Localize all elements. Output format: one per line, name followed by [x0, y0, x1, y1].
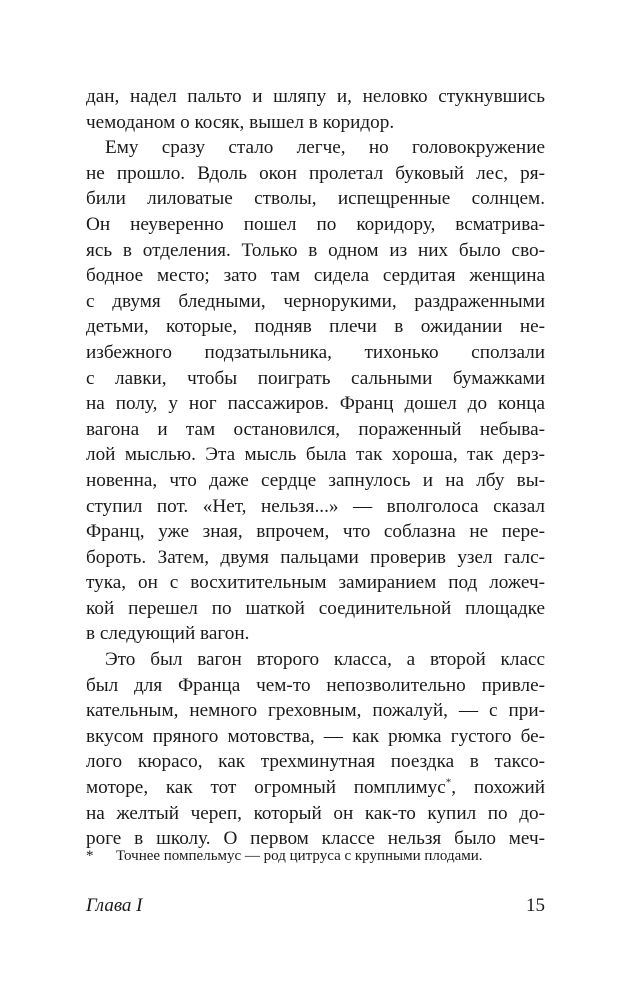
- text-line: били лиловатые стволы, испещренные солнцем.: [86, 188, 545, 210]
- text-line: роге в школу. О первом классе нельзя было меч-: [86, 828, 545, 850]
- text-line: не прошло. Вдоль окон пролетал буковый лес, ря-: [86, 162, 545, 184]
- text-line: в следующий вагон.: [86, 623, 250, 645]
- text-line: дан, надел пальто и шляпу и, неловко стукнувшись: [86, 86, 545, 107]
- footnote: [86, 846, 545, 866]
- text-line: Это был вагон второго класса, а второй класс: [105, 649, 545, 671]
- text-line: [86, 775, 545, 801]
- footnote-star: *: [86, 848, 94, 864]
- text-segment: моторе, как тот огромный помплимус: [86, 777, 446, 799]
- text-line: ступил пот. «Нет, нельзя...» — вполголоса сказал: [86, 495, 545, 517]
- text-line: с двумя бледными, чернорукими, раздраженными: [86, 290, 545, 312]
- text-line: тука, он с восхитительным замиранием под ложеч-: [86, 572, 545, 594]
- text-line: на полу, у ног пассажиров. Франц дошел до конца: [86, 393, 545, 415]
- text-line: кательным, немного греховным, пожалуй, — с при-: [86, 700, 545, 722]
- text-line: Ему сразу стало легче, но головокружение: [105, 137, 545, 159]
- text-line: вкусом пряного мотовства, — как рюмка густого бе-: [86, 725, 545, 747]
- running-footer: [86, 893, 545, 919]
- text-line: Он неуверенно пошел по коридору, всматрива-: [86, 213, 545, 235]
- text-line: с лавки, чтобы поиграть сальными бумажками: [86, 367, 545, 389]
- text-line: ясь в отделения. Только в одном из них было сво-: [86, 239, 545, 261]
- text-line: лого кюрасо, как трехминутная поездка в таксо-: [86, 751, 545, 773]
- footnote-text: Точнее помпельмус — род цитруса с крупными плодами.: [116, 848, 483, 864]
- page-number: 15: [526, 895, 545, 916]
- text-line: лой мыслью. Эта мысль была так хороша, так дерз-: [86, 444, 545, 466]
- text-line: чемоданом о косяк, вышел в коридор.: [86, 111, 395, 133]
- body-text: [86, 84, 545, 852]
- text-line: новенна, что даже сердце запнулось и на лбу вы-: [86, 469, 545, 491]
- text-line: избежного подзатыльника, тихонько сползали: [86, 341, 545, 363]
- text-line: бороть. Затем, двумя пальцами проверив узел галс-: [86, 546, 545, 568]
- text-line: был для Франца чем-то непозволительно привле-: [86, 674, 545, 696]
- chapter-label: Глава I: [86, 895, 143, 916]
- text-line: на желтый череп, который он как-то купил по до-: [86, 802, 545, 824]
- text-line: Франц, уже зная, впрочем, что соблазна не пере-: [86, 521, 545, 543]
- text-line: бодное место; зато там сидела сердитая женщина: [86, 265, 545, 287]
- text-line: кой перешел по шаткой соединительной площадке: [86, 597, 545, 619]
- text-line: вагона и там остановился, пораженный небыва-: [86, 418, 545, 440]
- text-segment: , похожий: [451, 777, 546, 799]
- text-line: детьми, которые, подняв плечи в ожидании не-: [86, 316, 545, 338]
- footnote-marker: *: [445, 776, 452, 789]
